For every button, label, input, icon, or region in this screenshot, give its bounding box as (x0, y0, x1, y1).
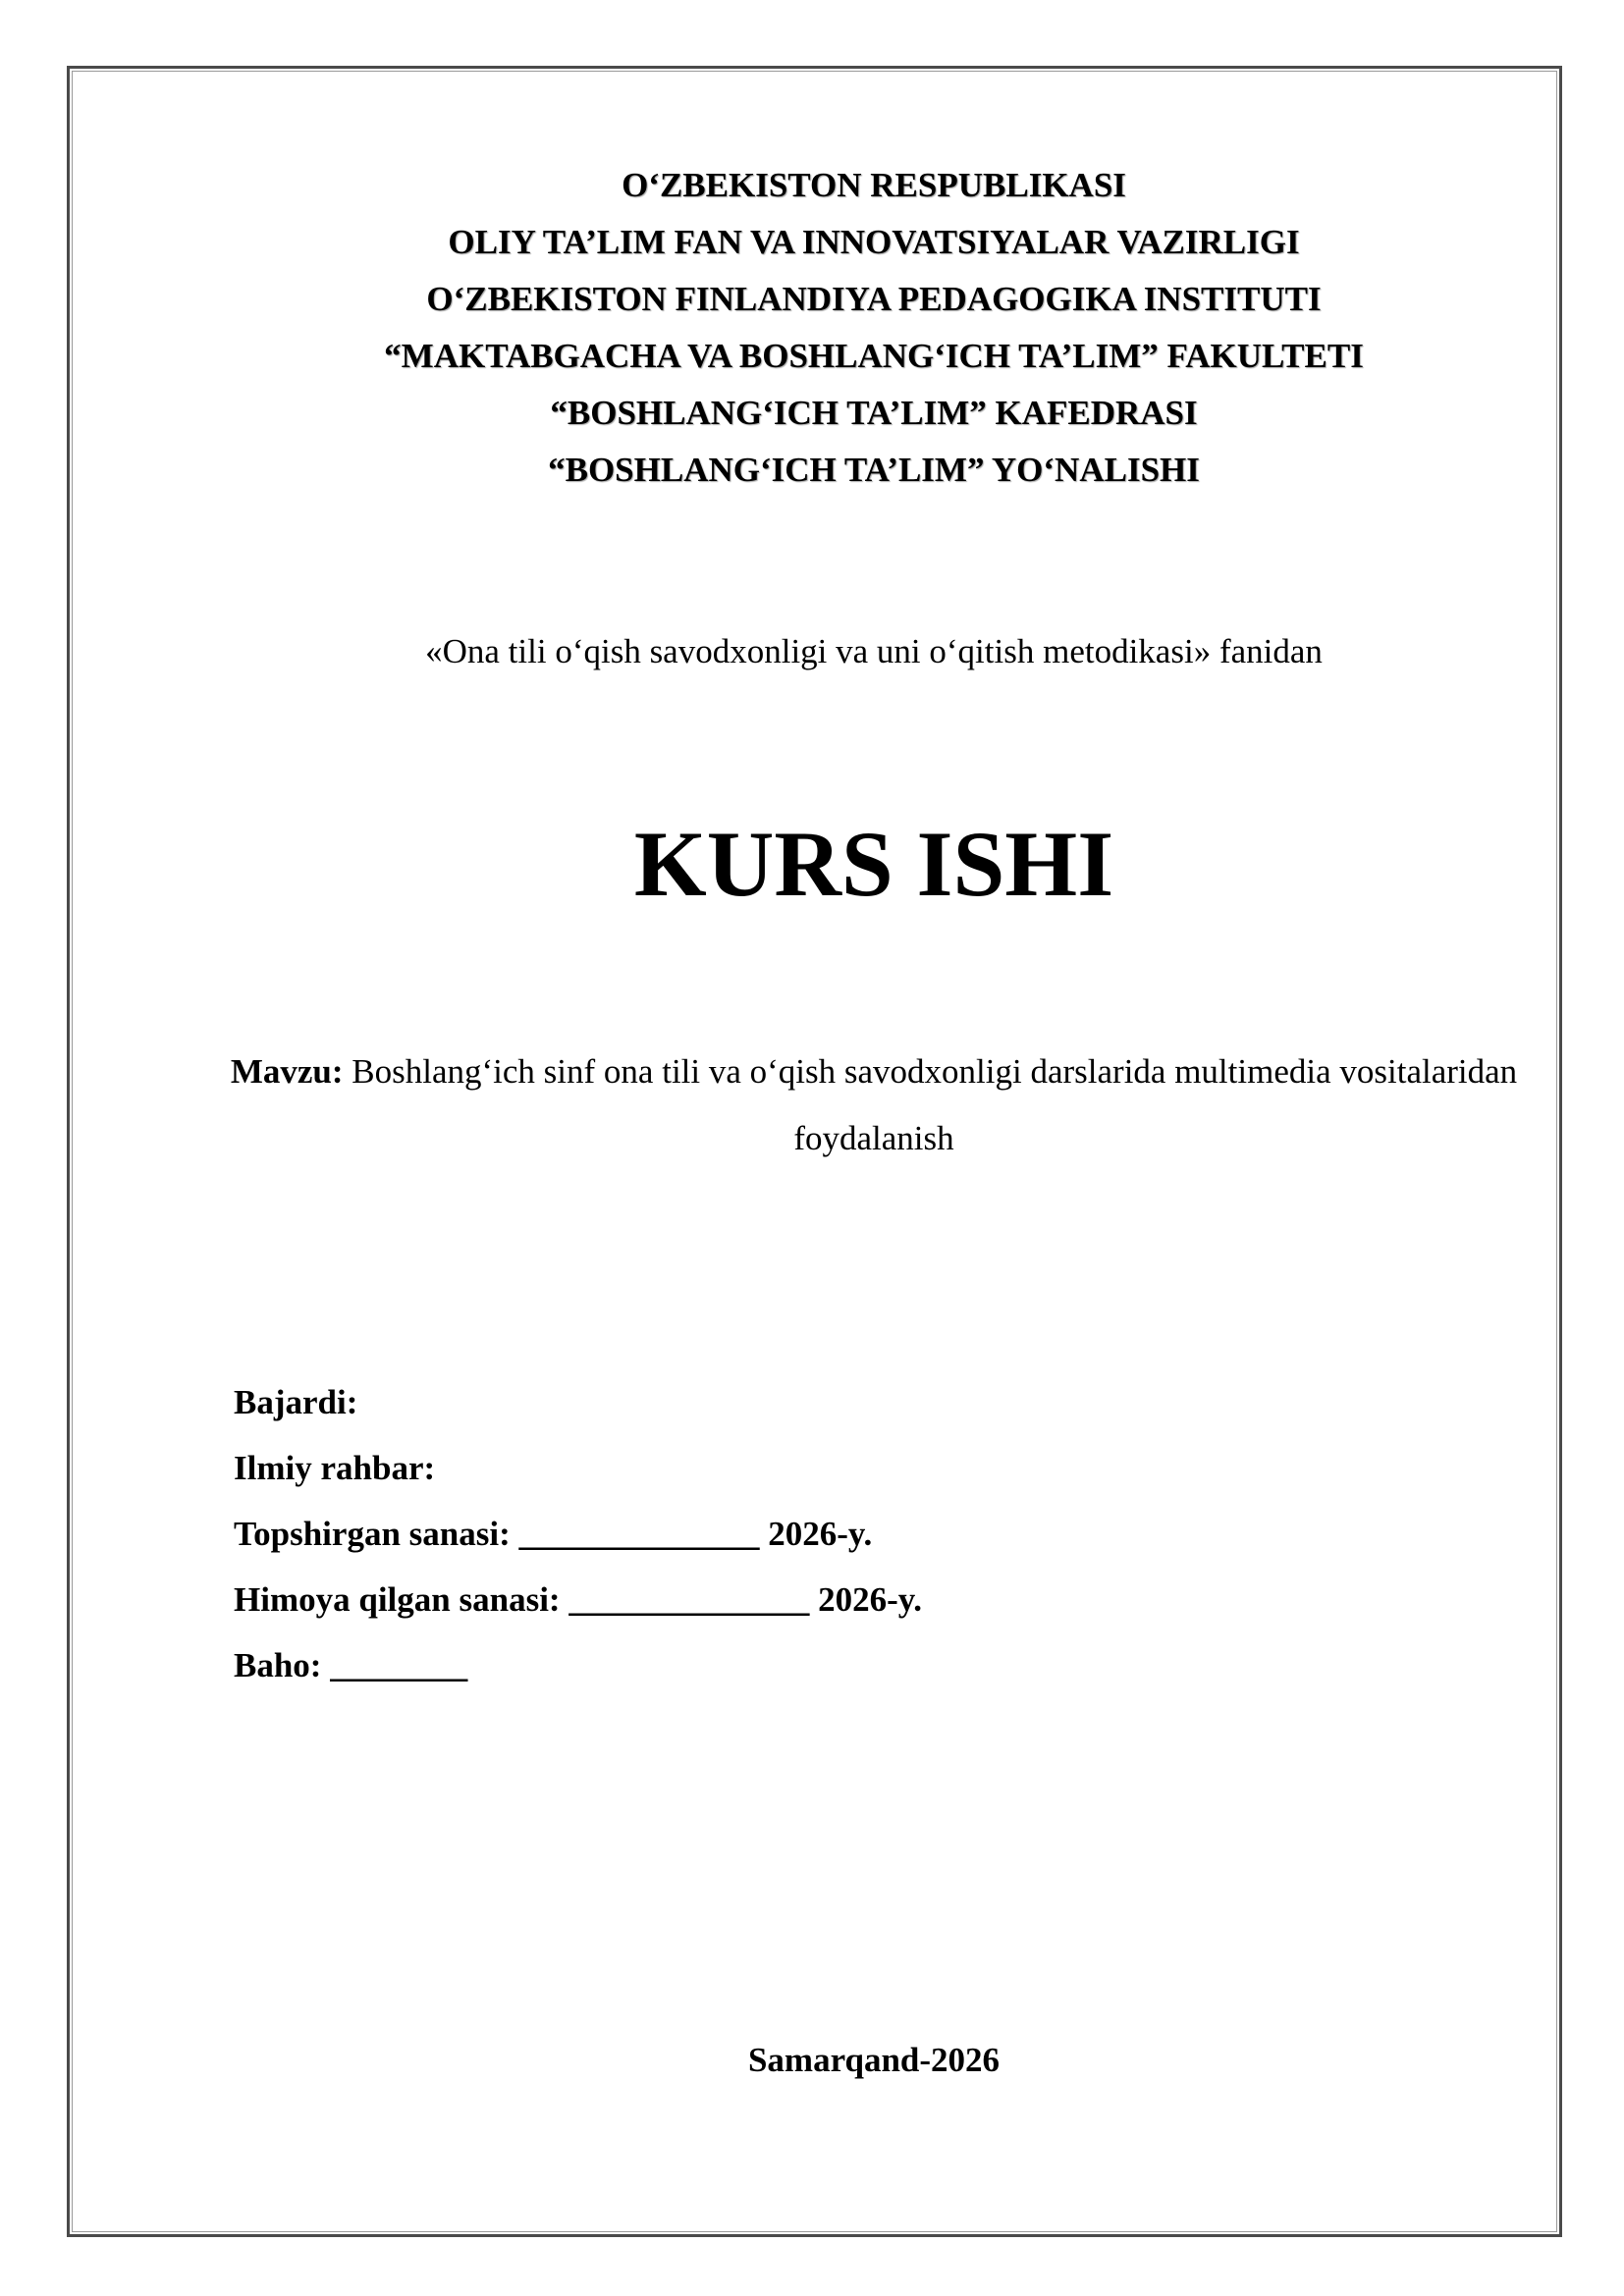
topic-text: Boshlang‘ich sinf ona tili va o‘qish savodxonligi darslarida multimedia vositalaridan foydalanish (352, 1052, 1518, 1157)
grade-blank: ________ (330, 1646, 468, 1684)
grade-line (234, 1632, 1412, 1698)
header-country: O‘ZBEKISTON RESPUBLIKASI (622, 166, 1126, 204)
header-department: “BOSHLANG‘ICH TA’LIM” KAFEDRASI (550, 394, 1198, 432)
topic (216, 1039, 1532, 1172)
document-title: KURS ISHI (633, 812, 1114, 916)
defended-date-label: Himoya qilgan sanasi: (234, 1580, 561, 1619)
submitted-date-line (234, 1501, 1412, 1567)
city-year: Samarqand-2026 (747, 2041, 1001, 2079)
header-ministry: OLIY TA’LIM FAN VA INNOVATSIYALAR VAZIRLIGI (448, 223, 1300, 261)
info-block (234, 1369, 1412, 1698)
submitted-date-blank: ______________ (518, 1515, 760, 1553)
performer-label: Bajardi: (234, 1383, 358, 1421)
defended-date-blank: ______________ (568, 1580, 810, 1619)
performer-line (234, 1369, 1412, 1435)
header-faculty: “MAKTABGACHA VA BOSHLANG‘ICH TA’LIM” FAKULTETI (384, 337, 1364, 375)
submitted-date-year: 2026-y. (768, 1515, 873, 1553)
institution-header (196, 157, 1551, 499)
topic-label: Mavzu: (230, 1052, 344, 1091)
supervisor-line (234, 1435, 1412, 1501)
header-institute: O‘ZBEKISTON FINLANDIYA PEDAGOGIKA INSTITUTI (426, 280, 1322, 318)
submitted-date-label: Topshirgan sanasi: (234, 1515, 511, 1553)
defended-date-year: 2026-y. (818, 1580, 923, 1619)
grade-label: Baho: (234, 1646, 322, 1684)
header-direction: “BOSHLANG‘ICH TA’LIM” YO‘NALISHI (548, 451, 1200, 489)
subject-line: «Ona tili o‘qish savodxonligi va uni o‘qitish metodikasi» fanidan (425, 632, 1323, 670)
defended-date-line (234, 1567, 1412, 1632)
supervisor-label: Ilmiy rahbar: (234, 1449, 436, 1487)
